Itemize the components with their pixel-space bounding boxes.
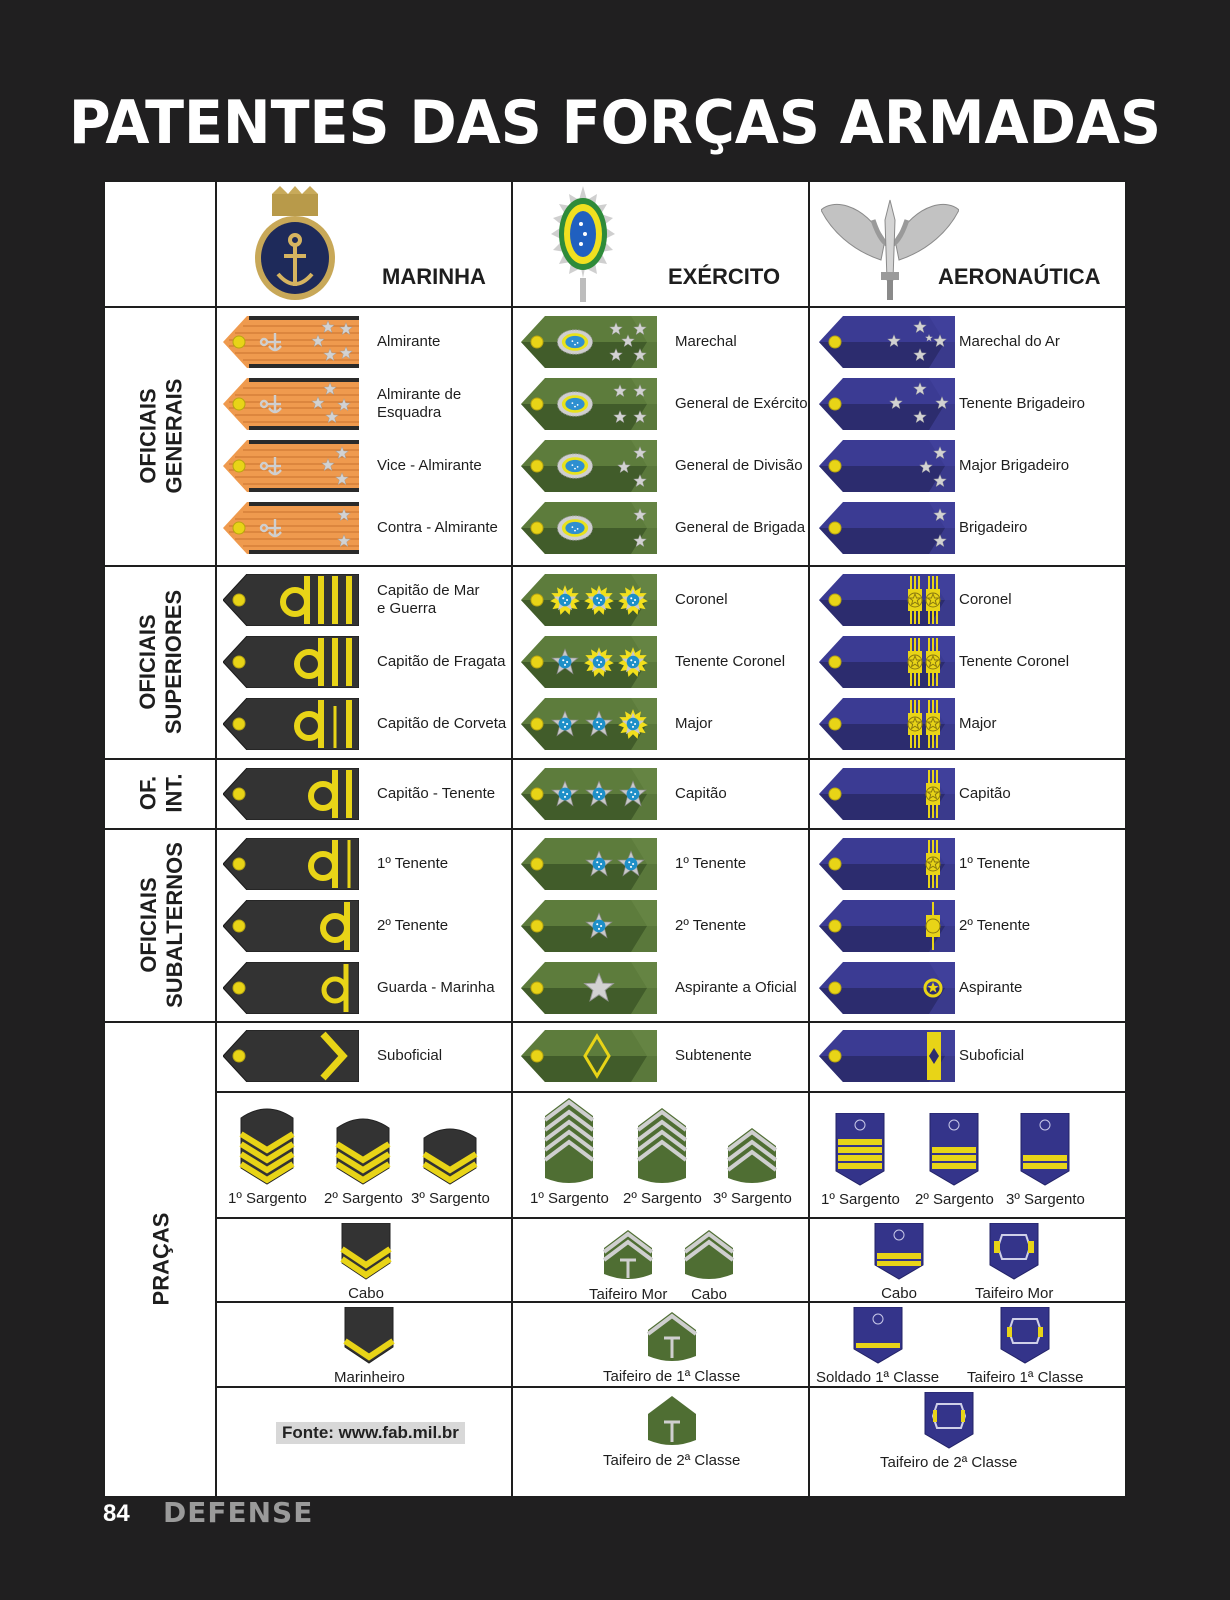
rank-label: Suboficial xyxy=(377,1047,443,1064)
grid-line xyxy=(215,1217,1127,1219)
insignia-2-sargento-aeronautica xyxy=(915,1113,994,1208)
rank-label: Guarda - Marinha xyxy=(377,979,495,996)
insignia-taifeiro-mor-exercito xyxy=(589,1230,667,1303)
taifeiro-insignia-icon xyxy=(999,1307,1051,1365)
grid-line xyxy=(103,758,1127,760)
rank-label: Marechal do Ar xyxy=(959,333,1060,350)
rank-suboficial-aeronautica xyxy=(819,1030,1024,1082)
rank-major-aeronautica xyxy=(819,698,997,750)
chevron-insignia-icon xyxy=(340,1223,392,1281)
rank-label: Tenente Brigadeiro xyxy=(959,395,1085,412)
rank-label: Capitão de Mar e Guerra xyxy=(377,582,480,617)
insignia-taifeiro-1-classe-aeronautica xyxy=(967,1307,1083,1386)
shoulder-strap-icon xyxy=(819,378,955,430)
chevron-insignia-icon xyxy=(926,1113,982,1187)
insignia-cabo-exercito xyxy=(683,1230,735,1303)
shoulder-strap-icon xyxy=(819,962,955,1014)
chevron-insignia-icon xyxy=(343,1307,395,1365)
insignia-3-sargento-exercito xyxy=(713,1128,792,1207)
rank-label: Tenente Coronel xyxy=(959,653,1070,670)
rank-label: Aspirante a Oficial xyxy=(675,979,797,996)
insignia-taifeiro-1-classe-exercito xyxy=(603,1312,740,1385)
shoulder-strap-icon xyxy=(521,698,657,750)
rank-2-tenente-exercito xyxy=(521,900,746,952)
rank-label: Almirante de Esquadra xyxy=(377,386,462,421)
rank-general-de-brigada xyxy=(521,502,805,554)
rank-label: 3º Sargento xyxy=(1006,1191,1085,1208)
column-header-exercito: EXÉRCITO xyxy=(668,264,781,289)
rank-label: 3º Sargento xyxy=(411,1190,490,1207)
shoulder-strap-icon xyxy=(223,962,359,1014)
category-oficiais-intermediarios xyxy=(103,758,220,828)
rank-label: Soldado 1ª Classe xyxy=(816,1369,940,1386)
insignia-marinheiro xyxy=(334,1307,405,1386)
insignia-taifeiro-mor-aeronautica xyxy=(975,1223,1053,1302)
rank-1-tenente-aeronautica xyxy=(819,838,1030,890)
category-label: PRAÇAS xyxy=(148,1212,174,1305)
shoulder-strap-icon xyxy=(223,636,359,688)
rank-label: Brigadeiro xyxy=(959,519,1028,536)
rank-label: 2º Tenente xyxy=(959,917,1031,934)
shoulder-strap-icon xyxy=(819,838,955,890)
rank-capitao-exercito xyxy=(521,768,727,820)
shoulder-strap-icon xyxy=(223,900,359,952)
chevron-insignia-icon xyxy=(873,1223,925,1281)
rank-label: 1º Tenente xyxy=(959,855,1031,872)
rank-label: 1º Tenente xyxy=(675,855,747,872)
chevron-insignia-icon xyxy=(724,1128,780,1186)
rank-2-tenente-aeronautica xyxy=(819,900,1030,952)
grid-line xyxy=(215,1386,1127,1388)
page-number: 84 xyxy=(103,1500,130,1527)
insignia-2-sargento-marinha xyxy=(324,1118,403,1207)
rank-label: Contra - Almirante xyxy=(377,519,498,536)
chevron-insignia-icon xyxy=(335,1118,391,1186)
insignia-soldado-1-classe xyxy=(816,1307,939,1386)
insignia-2-sargento-exercito xyxy=(623,1108,702,1207)
army-emblem-icon xyxy=(545,186,621,304)
rank-label: Coronel xyxy=(675,591,728,608)
shoulder-strap-icon xyxy=(819,768,955,820)
insignia-3-sargento-aeronautica xyxy=(1006,1113,1085,1208)
shoulder-strap-icon xyxy=(223,378,359,430)
chevron-insignia-icon xyxy=(422,1128,478,1186)
shoulder-strap-icon xyxy=(521,962,657,1014)
rank-label: Taifeiro de 2ª Classe xyxy=(603,1452,741,1469)
chevron-insignia-icon xyxy=(239,1108,295,1186)
rank-label: 2º Tenente xyxy=(377,917,449,934)
rank-label: Taifeiro Mor xyxy=(589,1286,668,1303)
chevron-insignia-icon xyxy=(852,1307,904,1365)
shoulder-strap-icon xyxy=(521,838,657,890)
rank-capitao-de-fragata xyxy=(223,636,505,688)
rank-general-de-exercito xyxy=(521,378,808,430)
category-oficiais-superiores xyxy=(103,565,220,758)
rank-label: General de Brigada xyxy=(675,519,806,536)
rank-label: Marechal xyxy=(675,333,737,350)
shoulder-strap-icon xyxy=(819,440,955,492)
rank-suboficial-marinha xyxy=(223,1030,442,1082)
rank-label: Taifeiro de 1ª Classe xyxy=(603,1368,741,1385)
shoulder-strap-icon xyxy=(819,574,955,626)
rank-label: Almirante xyxy=(377,333,441,350)
rank-label: Cabo xyxy=(691,1286,727,1303)
shoulder-strap-icon xyxy=(521,440,657,492)
shoulder-strap-icon xyxy=(521,1030,657,1082)
category-oficiais-generais xyxy=(103,306,220,565)
grid-line xyxy=(103,828,1127,830)
rank-label: 2º Sargento xyxy=(915,1191,994,1208)
chevron-insignia-icon xyxy=(634,1108,690,1186)
rank-label: 2º Sargento xyxy=(623,1190,702,1207)
rank-tenente-brigadeiro xyxy=(819,378,1085,430)
shoulder-strap-icon xyxy=(223,502,359,554)
taifeiro-insignia-icon xyxy=(646,1312,698,1364)
rank-1-tenente-exercito xyxy=(521,838,746,890)
rank-label: 1º Tenente xyxy=(377,855,449,872)
shoulder-strap-icon xyxy=(521,316,657,368)
rank-aspirante-aeronautica xyxy=(819,962,1022,1014)
rank-label: Major xyxy=(959,715,997,732)
insignia-1-sargento-exercito xyxy=(530,1098,609,1207)
category-label: OF. INT. xyxy=(135,773,187,813)
chevron-insignia-icon xyxy=(1017,1113,1073,1187)
rank-major-exercito xyxy=(521,698,713,750)
shoulder-strap-icon xyxy=(521,502,657,554)
rank-label: Taifeiro Mor xyxy=(975,1285,1054,1302)
shoulder-strap-icon xyxy=(223,698,359,750)
shoulder-strap-icon xyxy=(223,574,359,626)
rank-marechal-do-ar xyxy=(819,316,1060,368)
taifeiro-insignia-icon xyxy=(988,1223,1040,1281)
rank-label: 2º Sargento xyxy=(324,1190,403,1207)
shoulder-strap-icon xyxy=(521,768,657,820)
category-label: OFICIAIS SUPERIORES xyxy=(135,589,187,734)
shoulder-strap-icon xyxy=(819,900,955,952)
navy-crest-icon xyxy=(250,186,340,302)
shoulder-strap-icon xyxy=(521,900,657,952)
chevron-insignia-icon xyxy=(683,1230,735,1282)
insignia-3-sargento-marinha xyxy=(411,1128,490,1207)
rank-coronel-aeronautica xyxy=(819,574,1012,626)
rank-label: Subtenente xyxy=(675,1047,752,1064)
insignia-taifeiro-2-classe-exercito xyxy=(603,1396,740,1469)
rank-capitao-tenente xyxy=(223,768,495,820)
rank-label: 1º Sargento xyxy=(228,1190,307,1207)
rank-tenente-coronel-aeronautica xyxy=(819,636,1069,688)
rank-label: Capitão - Tenente xyxy=(377,785,496,802)
insignia-cabo-marinha xyxy=(340,1223,392,1302)
shoulder-strap-icon xyxy=(819,1030,955,1082)
rank-contra-almirante xyxy=(223,502,498,554)
ranks-table xyxy=(103,180,1127,1498)
taifeiro-insignia-icon xyxy=(923,1392,975,1450)
rank-label: Taifeiro de 2ª Classe xyxy=(880,1454,1018,1471)
chevron-insignia-icon xyxy=(832,1113,888,1187)
category-pracas xyxy=(103,1021,220,1496)
insignia-1-sargento-marinha xyxy=(228,1108,307,1207)
shoulder-strap-icon xyxy=(521,574,657,626)
rank-label: Aspirante xyxy=(959,979,1023,996)
rank-capitao-aeronautica xyxy=(819,768,1011,820)
rank-label: 1º Sargento xyxy=(530,1190,609,1207)
shoulder-strap-icon xyxy=(819,636,955,688)
category-label: OFICIAIS SUBALTERNOS xyxy=(135,841,187,1008)
rank-aspirante-a-oficial xyxy=(521,962,797,1014)
grid-line xyxy=(103,1021,1127,1023)
rank-major-brigadeiro xyxy=(819,440,1069,492)
grid-line xyxy=(215,1091,1127,1093)
category-oficiais-subalternos xyxy=(103,828,220,1021)
shoulder-strap-icon xyxy=(223,1030,359,1082)
shoulder-strap-icon xyxy=(521,636,657,688)
rank-label: Capitão xyxy=(959,785,1011,802)
rank-general-de-divisao xyxy=(521,440,803,492)
rank-vice-almirante xyxy=(223,440,482,492)
shoulder-strap-icon xyxy=(819,698,955,750)
rank-brigadeiro xyxy=(819,502,1027,554)
chevron-insignia-icon xyxy=(602,1230,654,1282)
rank-almirante-de-esquadra xyxy=(223,378,461,430)
rank-2-tenente-marinha xyxy=(223,900,448,952)
rank-label: Major Brigadeiro xyxy=(959,457,1070,474)
shoulder-strap-icon xyxy=(223,768,359,820)
shoulder-strap-icon xyxy=(223,316,359,368)
chevron-insignia-icon xyxy=(541,1098,597,1186)
insignia-1-sargento-aeronautica xyxy=(821,1113,900,1208)
shoulder-strap-icon xyxy=(819,316,955,368)
taifeiro-insignia-icon xyxy=(646,1396,698,1448)
grid-line xyxy=(103,180,1127,182)
page-title: PATENTES DAS FORÇAS ARMADAS xyxy=(68,88,1162,158)
rank-label: Capitão de Fragata xyxy=(377,653,506,670)
rank-tenente-coronel-exercito xyxy=(521,636,785,688)
rank-label: 3º Sargento xyxy=(713,1190,792,1207)
rank-capitao-de-mar-e-guerra xyxy=(223,574,480,626)
rank-guarda-marinha xyxy=(223,962,495,1014)
rank-subtenente xyxy=(521,1030,752,1082)
column-header-aeronautica: AERONAÚTICA xyxy=(938,264,1101,289)
grid-line xyxy=(103,565,1127,567)
rank-capitao-de-corveta xyxy=(223,698,506,750)
rank-label: 2º Tenente xyxy=(675,917,747,934)
rank-label: General de Exército xyxy=(675,395,808,412)
magazine-brand: DEFENSE xyxy=(163,1496,314,1529)
rank-label: Vice - Almirante xyxy=(377,457,482,474)
category-label: OFICIAIS GENERAIS xyxy=(135,378,187,493)
rank-coronel-exercito xyxy=(521,574,728,626)
shoulder-strap-icon xyxy=(223,838,359,890)
insignia-taifeiro-2-classe-aeronautica xyxy=(880,1392,1017,1471)
column-header-marinha: MARINHA xyxy=(382,264,486,289)
grid-line xyxy=(103,306,1127,308)
rank-label: Marinheiro xyxy=(334,1369,405,1386)
rank-marechal xyxy=(521,316,737,368)
shoulder-strap-icon xyxy=(819,502,955,554)
rank-label: 1º Sargento xyxy=(821,1191,900,1208)
source-credit: Fonte: www.fab.mil.br xyxy=(276,1422,465,1444)
insignia-cabo-aeronautica xyxy=(873,1223,925,1302)
rank-label: Capitão xyxy=(675,785,727,802)
rank-label: Tenente Coronel xyxy=(675,653,786,670)
shoulder-strap-icon xyxy=(223,440,359,492)
rank-label: Major xyxy=(675,715,713,732)
rank-label: Taifeiro 1ª Classe xyxy=(967,1369,1084,1386)
rank-label: Cabo xyxy=(348,1285,384,1302)
rank-1-tenente-marinha xyxy=(223,838,448,890)
rank-label: General de Divisão xyxy=(675,457,803,474)
shoulder-strap-icon xyxy=(521,378,657,430)
rank-label: Suboficial xyxy=(959,1047,1025,1064)
rank-label: Capitão de Corveta xyxy=(377,715,507,732)
rank-label: Cabo xyxy=(881,1285,917,1302)
rank-almirante xyxy=(223,316,440,368)
rank-label: Coronel xyxy=(959,591,1012,608)
